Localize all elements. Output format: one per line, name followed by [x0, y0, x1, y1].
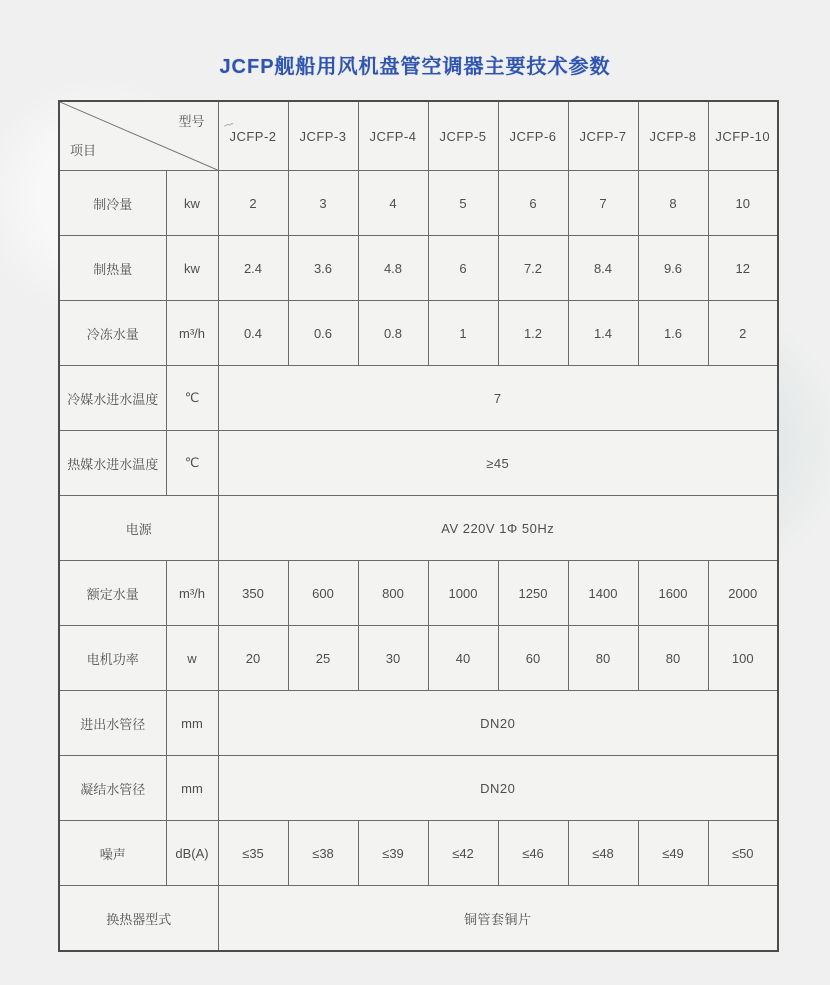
- cell-value: 1: [428, 301, 498, 366]
- cell-value: 6: [498, 171, 568, 236]
- row-label: 凝结水管径: [59, 756, 166, 821]
- cell-value: 1.2: [498, 301, 568, 366]
- cell-value: 1250: [498, 561, 568, 626]
- cell-value: 5: [428, 171, 498, 236]
- row-cooling-water-inlet-temp: [59, 366, 778, 431]
- cell-value: 0.8: [358, 301, 428, 366]
- row-cooling-capacity: [59, 171, 778, 236]
- cell-value: 3.6: [288, 236, 358, 301]
- row-label: 热媒水进水温度: [59, 431, 166, 496]
- cell-value: 30: [358, 626, 428, 691]
- row-unit: ℃: [166, 431, 218, 496]
- row-noise: [59, 821, 778, 886]
- cell-value: 80: [568, 626, 638, 691]
- row-label: 冷媒水进水温度: [59, 366, 166, 431]
- cell-value: 0.4: [218, 301, 288, 366]
- cell-span-value: 铜管套铜片: [218, 886, 778, 952]
- cell-value: 800: [358, 561, 428, 626]
- cell-value: 2.4: [218, 236, 288, 301]
- cell-value: 7: [568, 171, 638, 236]
- row-power-supply: [59, 496, 778, 561]
- row-label: 额定水量: [59, 561, 166, 626]
- cell-value: 100: [708, 626, 778, 691]
- cell-value: 8: [638, 171, 708, 236]
- cell-value: 4.8: [358, 236, 428, 301]
- row-unit: mm: [166, 756, 218, 821]
- row-heating-water-inlet-temp: [59, 431, 778, 496]
- cell-value: ≤42: [428, 821, 498, 886]
- cell-value: ≤46: [498, 821, 568, 886]
- row-label: 制冷量: [59, 171, 166, 236]
- cell-span-value: DN20: [218, 691, 778, 756]
- cell-value: 25: [288, 626, 358, 691]
- model-header-jcfp-2: ⌇ JCFP-2: [218, 101, 288, 171]
- cell-span-value: ≥45: [218, 431, 778, 496]
- row-label: 电源: [59, 496, 218, 561]
- row-unit: m³/h: [166, 561, 218, 626]
- model-header-jcfp-4: JCFP-4: [358, 101, 428, 171]
- row-label: 电机功率: [59, 626, 166, 691]
- row-motor-power: [59, 626, 778, 691]
- cell-value: 3: [288, 171, 358, 236]
- corner-item-label: 项目: [70, 143, 97, 158]
- model-header-jcfp-10: JCFP-10: [708, 101, 778, 171]
- cell-value: 4: [358, 171, 428, 236]
- cell-value: 2: [708, 301, 778, 366]
- cell-value: 600: [288, 561, 358, 626]
- cell-value: ≤35: [218, 821, 288, 886]
- model-header-jcfp-3: JCFP-3: [288, 101, 358, 171]
- corner-model-label: 型号: [178, 114, 205, 129]
- row-label: 制热量: [59, 236, 166, 301]
- cell-value: 1.4: [568, 301, 638, 366]
- model-header-jcfp-8: JCFP-8: [638, 101, 708, 171]
- cell-span-value: DN20: [218, 756, 778, 821]
- cell-value: 80: [638, 626, 708, 691]
- cell-value: 6: [428, 236, 498, 301]
- cell-span-value: 7: [218, 366, 778, 431]
- cell-value: 350: [218, 561, 288, 626]
- cell-value: 40: [428, 626, 498, 691]
- cell-value: 60: [498, 626, 568, 691]
- row-unit: ℃: [166, 366, 218, 431]
- cell-value: ≤48: [568, 821, 638, 886]
- cell-value: 0.6: [288, 301, 358, 366]
- row-unit: kw: [166, 171, 218, 236]
- model-header-jcfp-5: JCFP-5: [428, 101, 498, 171]
- cell-value: 1600: [638, 561, 708, 626]
- corner-cell: [59, 101, 218, 171]
- cell-value: 7.2: [498, 236, 568, 301]
- table-header-row: [59, 101, 778, 171]
- row-label: 噪声: [59, 821, 166, 886]
- row-unit: w: [166, 626, 218, 691]
- scan-smudge-artifact: ⌇: [220, 120, 236, 130]
- row-condensate-pipe-diameter: [59, 756, 778, 821]
- row-inlet-outlet-pipe-diameter: [59, 691, 778, 756]
- model-header-jcfp-7: JCFP-7: [568, 101, 638, 171]
- row-label: 进出水管径: [59, 691, 166, 756]
- cell-value: 1400: [568, 561, 638, 626]
- row-chilled-water-flow: [59, 301, 778, 366]
- cell-value: 2: [218, 171, 288, 236]
- cell-value: ≤49: [638, 821, 708, 886]
- row-label: 冷冻水量: [59, 301, 166, 366]
- cell-span-value: AV 220V 1Φ 50Hz: [218, 496, 778, 561]
- cell-value: ≤50: [708, 821, 778, 886]
- row-unit: kw: [166, 236, 218, 301]
- row-heat-exchanger-type: [59, 886, 778, 952]
- cell-value: 1.6: [638, 301, 708, 366]
- row-label: 换热器型式: [59, 886, 218, 952]
- cell-value: 2000: [708, 561, 778, 626]
- cell-value: 8.4: [568, 236, 638, 301]
- cell-value: 9.6: [638, 236, 708, 301]
- page-title: JCFP舰船用风机盘管空调器主要技术参数: [219, 56, 611, 78]
- cell-value: ≤38: [288, 821, 358, 886]
- cell-value: 20: [218, 626, 288, 691]
- row-rated-flow: [59, 561, 778, 626]
- cell-value: 10: [708, 171, 778, 236]
- cell-value: 1000: [428, 561, 498, 626]
- cell-value: 12: [708, 236, 778, 301]
- spec-table: [58, 100, 779, 952]
- row-unit: mm: [166, 691, 218, 756]
- row-unit: m³/h: [166, 301, 218, 366]
- row-heating-capacity: [59, 236, 778, 301]
- cell-value: ≤39: [358, 821, 428, 886]
- row-unit: dB(A): [166, 821, 218, 886]
- model-header-jcfp-6: JCFP-6: [498, 101, 568, 171]
